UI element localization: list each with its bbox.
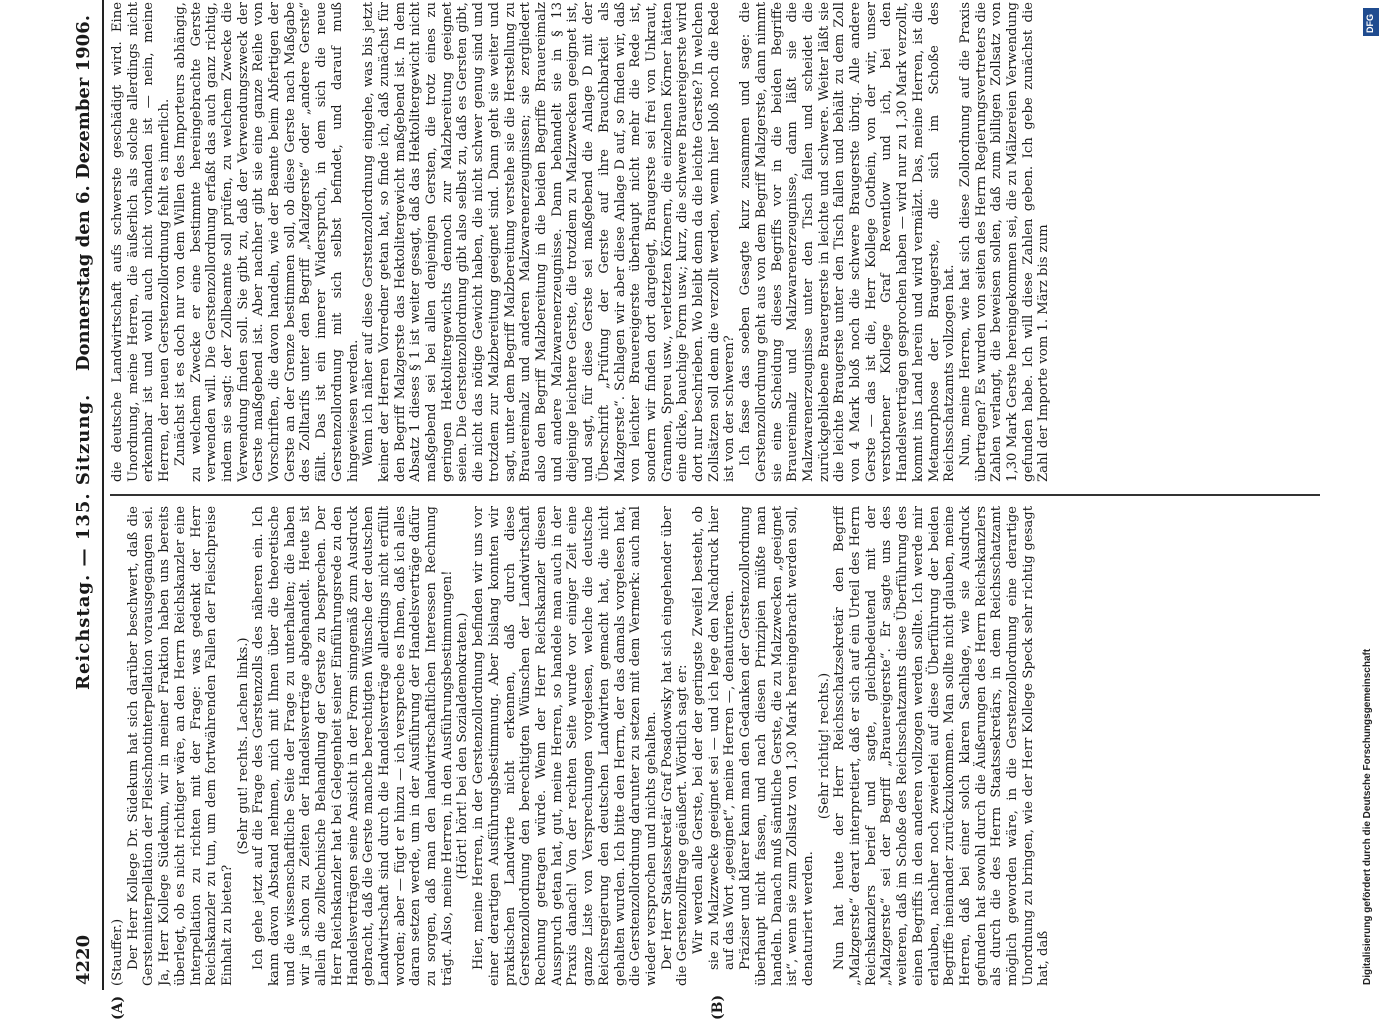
header-rule [102,0,104,990]
paragraph: Ich fasse das soeben Gesagte kurz zusammen und sage: die Gerstenzollordnung geht aus von dem Begriff Malzgerste, dann nimmt sie eine Scheidung dieses Begriffs vor in die beiden Begriffe Brauereimalz und Malzwarenerzeugnisse, dann läßt sie die Malzwarenerzeugnisse unter den Tisch fallen und scheidet die zurückgebliebene Brauergerste in leichte und schwere. Weiter läßt sie die leichte Braugerste unter den Tisch fallen und behält zu dem Zoll von 4 Mark bloß noch die schwere Braugerste übrig. Alle andere Gerste — das ist die, Herr Kollege Gothein, von der wir, unser verstorbener Kollege Graf Reventlow und ich, bei den Handelsverträgen gesprochen haben — wird nur zu 1,30 Mark verzollt, kommt ins Land herein und wird vermälzt. Das, meine Herren, ist die Metamorphose der Braugerste, die sich im Schoße des Reichsschatzamts vollzogen hat. [738,2,958,482]
running-header [70,0,100,990]
interjection: (Sehr gut! rechts. Lachen links.) [235,637,251,855]
interjection: (Sehr richtig! rechts.) [816,672,832,820]
paragraph: Nun hat heute der Herr Reichsschatzsekretär den Begriff „Malzgerste“ derart interpretiert, daß er sich auf ein Urteil des Herrn Reichskanzlers berief und sagte, gleichbedeutend mit der „Malzgerste“ sei der Begriff „Brauereigerste“. Er sagte uns des weiteren, daß im Schoße des Reichsschatzamts diese Überführung des einen Begriffs in den anderen vollzogen werden sollte. Ich werde mir erlauben, nachher noch zweierlei auf diese Überführung der beiden Begriffe ineinander zurückzukommen. Man sollte nicht glauben, meine Herren, daß bei einer solch klaren Sachlage, wie sie Ausdruck gefunden hat sowohl durch die Äußerungen des Herrn Reichskanzlers als durch die des Herrn Staatssekretärs, in dem Reichsschatzamt möglich geworden wäre, in die Gerstenzollordnung eine derartige Unordnung zu bringen, wie der Herr Kollege Speck sehr richtig gesagt hat, daß [832,506,1052,986]
digitization-note-text: Digitalisierung gefördert durch die Deutsche Forschungsgemeinschaft [1362,648,1373,985]
dfg-logo [1363,8,1379,36]
paragraph: Ich gehe jetzt auf die Frage des Gerstenzolls des näheren ein. Ich kann davon Abstand nehmen, mich mit Ihnen über die theoretische und die wissenschaftliche Seite der Frage zu unterhalten; die haben wir ja schon zu Zeiten der Handelsverträge abgehandelt. Heute ist allein die zolltechnische Behandlung der Gerste zu besprechen. Der Herr Reichskanzler hat bei Gelegenheit seiner Einführungsrede zu den Handelsverträgen seine Ansicht in der Form sinngemäß zum Ausdruck gebracht, daß die Gerste manche berechtigten Wünsche der deutschen Landwirtschaft sind durch die Handelsverträge allerdings nicht erfüllt worden; aber — fügt er hinzu — ich verspreche es Ihnen, daß ich alles daran setzen werde, um in der Ausführung der Handelsverträge dafür zu sorgen, daß man den landwirtschaftlichen Interessen Rechnung trägt. Also, meine Herren, in den Ausführungsbestimmungen! [251,506,455,986]
header-session: Reichstag. — 135. Sitzung. [73,393,94,690]
paragraph: Hier, meine Herren, in der Gerstenzollordnung befinden wir uns vor einer derartigen Ausführungsbestimmung. Aber bislang konnten wir praktischen Landwirte nicht erkennen, daß durch diese Gerstenzollordnung den berechtigten Wünschen der Landwirtschaft Rechnung getragen würde. Wenn der Herr Reichskanzler diesen Ausspruch getan hat, gut, meine Herren, so handele man auch in der Praxis danach! Von der rechten Seite wurde vor einiger Zeit eine ganze Liste von Versprechungen vorgelesen, welche die deutsche Reichsregierung den deutschen Landwirten gemacht hat, die nicht gehalten wurden. Ich bitte den Herrn, der das damals vorgelesen hat, die Gerstenzollordnung darunter zu setzen mit dem Vermerk: auch mal wieder versprochen und nichts gehalten. [471,506,659,986]
right-column [110,2,1315,482]
rotated-page [70,0,1340,1020]
interjection: (Hört! hört! bei den Sozialdemokraten.) [455,612,471,880]
margin-marker-b: (B) [710,994,726,1020]
header-date: Donnerstag den 6. Dezember 1906. [73,15,94,372]
paragraph: Präziser und klarer kann man den Gedanken der Gerstenzollordnung überhaupt nicht fassen, und nach diesen Prinzipien müßte man handeln. Danach muß sämtliche Gerste, die zu Malzzwecken „geeignet ist“, wenn sie zum Zollsatz von 1,30 Mark hereingebracht werden soll, denaturiert werden. [738,506,816,986]
margin-marker-a: (A) [110,995,126,1020]
paragraph: Der Herr Kollege Dr. Südekum hat sich darüber beschwert, daß die Gersteninterpellation der Fleischnotinterpellation vorausgegangen sei. Ja, Herr Kollege Südekum, wir in meiner Fraktion haben uns bereits überlegt, ob es nicht richtiger wäre, an den Herrn Reichskanzler eine Interpellation zu richten mit der Frage: was gedenkt der Herr Reichskanzler zu tun, um dem fortwährenden Fallen der Fleischpreise Einhalt zu bieten? [125,506,235,986]
digitization-note [1360,5,1376,985]
paragraph: Nun, meine Herren, wie hat sich diese Zollordnung auf die Praxis übertragen? Es wurden von seiten des Herrn Regierungsvertreters die Zahlen verlangt, die beweisen sollen, daß zum billigen Zollsatz von 1,30 Mark Gerste hereingekommen sei, die zu Mälzereien Verwendung gefunden habe. Ich will diese Zahlen geben. Ich gebe zunächst die Zahl der Importe vom 1. März bis zum [957,2,1052,482]
page-number: 4220 [73,934,94,985]
dfg-logo-text: DFG [1365,14,1375,33]
paragraph: Wenn ich näher auf diese Gerstenzollordnung eingehe, was bis jetzt keiner der Herren Vorredner getan hat, so finde ich, daß zunächst für den Begriff Malzgerste das Hektolitergewicht maßgebend ist. In dem Absatz 1 dieses § 1 ist weiter gesagt, daß das Hektolitergewicht nicht maßgebend sei bei allen denjenigen Gersten, die trotz eines zu geringen Hektolitergewichts dennoch zur Malzbereitung geeignet seien. Die Gerstenzollordnung gibt also selbst zu, daß es Gersten gibt, die nicht das nötige Gewicht haben, die nicht schwer genug sind und trotzdem zur Malzbereitung geeignet sind. Dann geht sie weiter und sagt, unter dem Begriff Malzbereitung verstehe sie die Herstellung zu Brauereimalz und anderen Malzwarenerzeugnissen; sie zergliedert also den Begriff Malzbereitung in die beiden Begriffe Brauereimalz und andere Malzwarenerzeugnisse. Dann behandelt sie in § 13 diejenige leichtere Gerste, die trotzdem zu Malzzwecken geeignet ist, und sagt, für diese Gerste sei maßgebend die Anlage D mit der Überschrift „Prüfung der Gerste auf ihre Brauchbarkeit als Malzgerste“. Schlagen wir aber diese Anlage D auf, so finden wir, daß von leichter Brauereigerste überhaupt nicht mehr die Rede ist, sondern wir finden dort dargelegt, Braugerste sei frei von Unkraut, Grannen, Spreu usw., verletzten Körnern, die einzelnen Körner hätten eine dicke, bauchige Form usw.; kurz, die schwere Brauereigerste wird dort nur beschrieben. Wo bleibt denn da die leichte Gerste? In welchen Zollsätzen soll denn die verzollt werden, wenn hier bloß noch die Rede ist von der schweren? [361,2,738,482]
quotation: Wir werden alle Gerste, bei der der geringste Zweifel besteht, ob sie zu Malzzwecke geeignet sei — und ich lege den Nachdruck hier auf das Wort „geeignet“, meine Herren —, denaturieren. [691,506,738,970]
paragraph: die deutsche Landwirtschaft aufs schwerste geschädigt wird. Eine Unordnung, meine Herren, die äußerlich als solche allerdings nicht erkennbar ist und wohl auch nicht vorhanden ist — nein, meine Herren, der neuen Gerstenzollordnung fehlt es innerlich. [110,2,173,482]
column-divider [110,494,1320,496]
paragraph: Zunächst ist es doch nur von dem Willen des Importeurs abhängig, zu welchem Zwecke er eine bestimmte hereingebrachte Gerste verwenden will. Die Gerstenzollordnung erfaßt das auch ganz richtig, indem sie sagt: der Zollbeamte soll prüfen, zu welchem Zwecke die Verwendung finden soll. Sie gibt zu, daß der Verwendungszweck der Gerste maßgebend ist. Aber nachher gibt sie eine ganze Reihe von Vorschriften, die davon handeln, wie der Beamte beim Abfertigen der Gerste an der Grenze bestimmen soll, ob diese Gerste nach Maßgabe des Zolltarifs unter den Begriff „Malzgerste“ oder „andere Gerste“ fällt. Das ist ein innerer Widerspruch, in dem sich die neue Gerstenzollordnung mit sich selbst befindet, und darauf muß hingewiesen werden. [172,2,361,482]
paragraph: Der Herr Staatssekretär Graf Posadowsky hat sich eingehender über die Gerstenzollfrage geäußert. Wörtlich sagt er: [659,506,691,986]
paragraph: (Stauffer.) [110,918,125,986]
left-column [110,506,1315,986]
